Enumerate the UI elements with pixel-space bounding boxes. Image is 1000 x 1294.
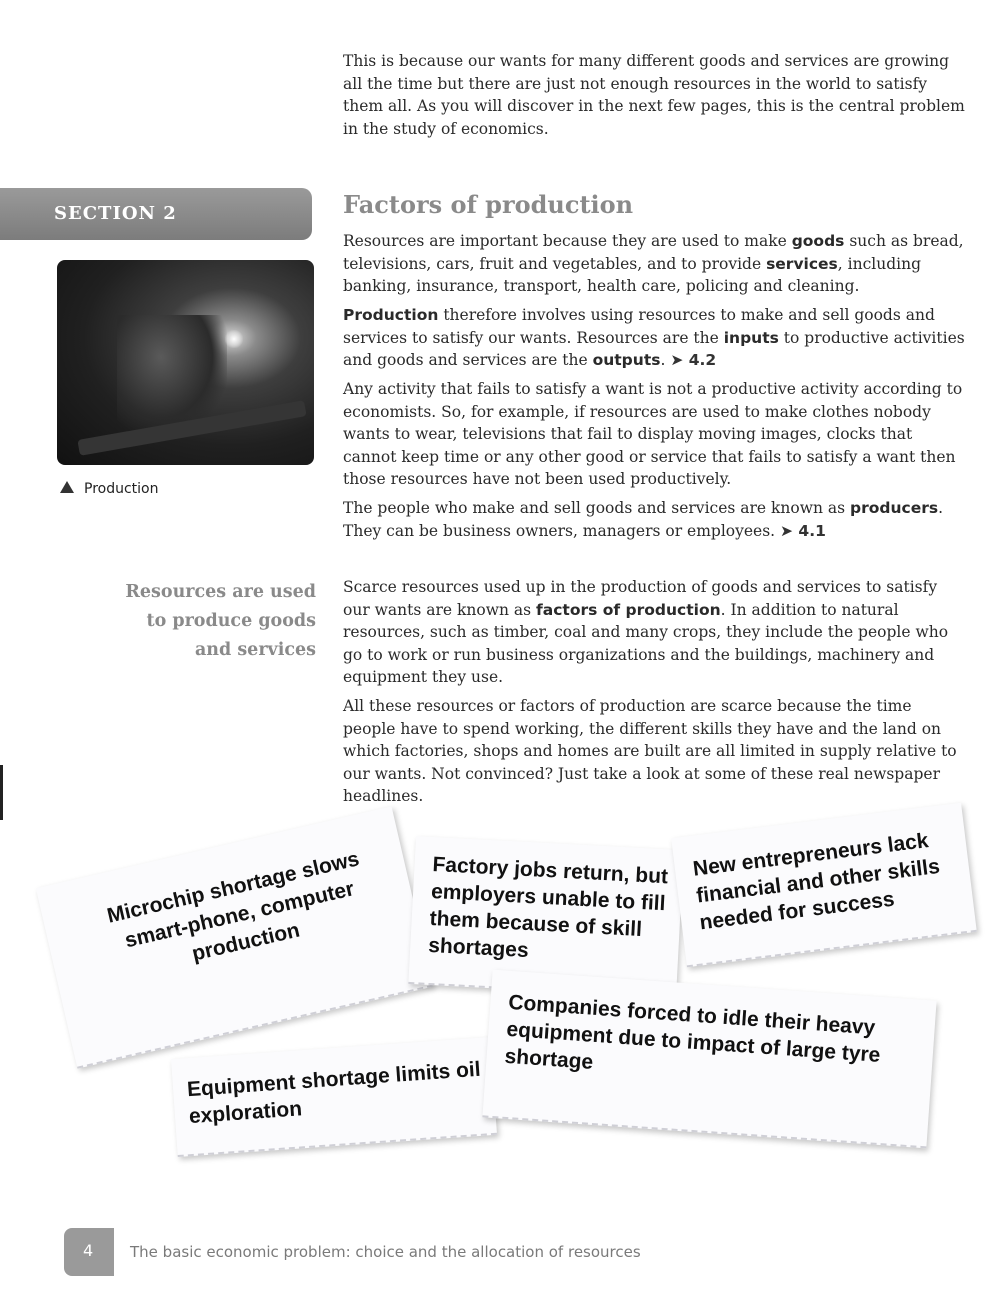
headline-text: Microchip shortage slows smart-phone, computer production [104,847,362,966]
headline-text: New entrepreneurs lack financial and other skills needed for success [691,829,942,935]
term-outputs: outputs [592,351,661,369]
chapter-title-footer: The basic economic problem: choice and the allocation of resources [130,1243,641,1261]
section-tab [0,188,312,240]
headline-text: Equipment shortage limits oil exploration [186,1057,482,1129]
text-run: Resources are important because they are used to make [343,232,792,250]
term-services: services [766,254,838,273]
paragraph-scarcity: All these resources or factors of production are scarce because the time people have to spend working, the different skills they have and the land on which factories, shops and homes are built are all limited in supply relative to our wants. Not convinced? Just take a look at some of these real newspaper headlines. [343,697,957,805]
text-run: . They can be business owners, managers or employees. [343,499,944,540]
page-number-badge [64,1228,114,1276]
cross-reference-link[interactable]: ➤ 4.2 [670,351,717,369]
margin-heading-line: Resources are used [125,582,316,602]
headline-text: Companies forced to idle their heavy equipment due to impact of large tyre shortage [503,990,882,1074]
intro-paragraph: This is because our wants for many different goods and services are growing all the time but there are just not enough resources in the world to satisfy them all. As you will discover in the next few pages, this is the central problem in the study of economics. [343,52,965,138]
text-run: . In addition to natural resources, such as timber, coal and many crops, they include the people who go to work or run business organizations and the buildings, machinery and equipment they use. [343,600,949,686]
figure-caption [60,481,158,497]
headline-clipping [36,806,433,1068]
headline-clipping [671,803,977,968]
headline-clipping [482,970,936,1149]
paragraph-production [343,304,968,372]
text-run: therefore involves using resources to make and sell goods and services to satisfy our wants. Resources are the [343,306,935,347]
term-producers: producers [850,499,939,517]
margin-heading-line: to produce goods [146,611,316,631]
section-heading: Factors of production [343,190,634,219]
margin-rule [0,765,3,820]
paragraph-productive-activity: Any activity that fails to satisfy a want is not a productive activity according to economists. So, for example, if resources are used to make clothes nobody wants to wear, televisions that fail to display moving images, clocks that cannot keep time or any other good or service that fails to satisfy a want then those resources have not been used productively. [343,380,963,488]
triangle-up-icon [60,481,74,493]
term-goods: goods [791,232,845,250]
text-run: The people who make and sell goods and services are known as [343,499,851,517]
headline-clipping [171,1037,497,1157]
margin-heading-line: and services [194,640,316,660]
text-run: Scarce resources used up in the production of goods and services to satisfy our wants are known as [343,578,938,619]
caption-text: Production [84,481,159,497]
page-number: 4 [83,1241,94,1260]
headline-text: Factory jobs return, but employers unable to fill them because of skill shortages [427,853,669,963]
margin-heading [76,578,316,665]
welding-spark [225,330,243,348]
production-photo [57,260,314,465]
text-run: such as bread, televisions, cars, fruit and vegetables, and to provide [343,232,964,273]
paragraph-producers [343,497,968,542]
paragraph-factors-of-production [343,576,968,689]
text-run: , including banking, insurance, transport, health care, policing and cleaning. [343,254,921,295]
term-production: Production [343,306,439,324]
term-inputs: inputs [723,328,779,347]
section-label: SECTION 2 [54,203,177,224]
cross-reference-link[interactable]: ➤ 4.1 [780,521,826,540]
text-run: . [660,351,666,369]
term-factors-of-production: factors of production [536,600,721,619]
paragraph-goods-services [343,230,968,298]
text-run: to productive activities and goods and services are the [343,328,965,369]
